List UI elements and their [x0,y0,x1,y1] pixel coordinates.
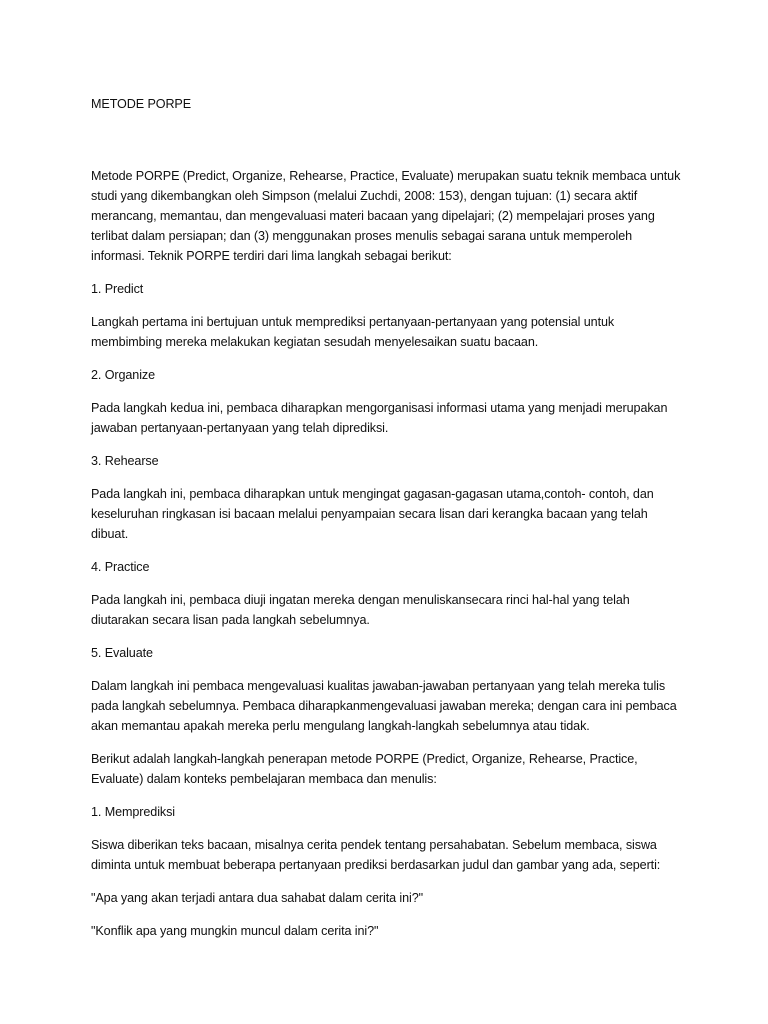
question-one: "Apa yang akan terjadi antara dua sahabat dalam cerita ini?" [91,891,423,905]
document-title: METODE PORPE [91,97,192,111]
application-intro-paragraph: Berikut adalah langkah-langkah penerapan metode PORPE (Predict, Organize, Rehearse, Practice, Evaluate) dalam konteks pembelajaran membaca dan menulis: [91,752,638,786]
step-heading-organize: 2. Organize [91,368,156,382]
step-heading-rehearse: 3. Rehearse [91,454,159,468]
step-text-predict: Langkah pertama ini bertujuan untuk memprediksi pertanyaan-pertanyaan yang potensial untuk membimbing mereka melakukan kegiatan sesudah menyelesaikan suatu bacaan. [91,315,615,349]
application-heading: 1. Memprediksi [91,805,175,819]
step-heading-evaluate: 5. Evaluate [91,646,153,660]
step-text-organize: Pada langkah kedua ini, pembaca diharapkan mengorganisasi informasi utama yang menjadi merupakan jawaban pertanyaan-pertanyaan yang telah diprediksi. [91,401,668,435]
intro-paragraph: Metode PORPE (Predict, Organize, Rehearse, Practice, Evaluate) merupakan suatu teknik membaca untuk studi yang dikembangkan oleh Simpson (melalui Zuchdi, 2008: 153), dengan tujuan: (1) secara aktif merancang, memantau, dan mengevaluasi materi bacaan yang dipelajari; (2) mempelajari proses yang terlibat dalam persiapan; dan (3) menggunakan proses menulis sebagai sarana untuk memperoleh informasi. Teknik PORPE terdiri dari lima langkah sebagai berikut: [91,169,681,263]
question-two: "Konflik apa yang mungkin muncul dalam cerita ini?" [91,924,379,938]
step-text-evaluate: Dalam langkah ini pembaca mengevaluasi kualitas jawaban-jawaban pertanyaan yang telah mereka tulis pada langkah sebelumnya. Pembaca diharapkanmengevaluasi jawaban mereka; dengan cara ini pembaca akan memantau apakah mereka perlu mengulang langkah-langkah sebelumnya atau tidak. [91,679,677,733]
step-heading-predict: 1. Predict [91,282,144,296]
step-text-rehearse: Pada langkah ini, pembaca diharapkan untuk mengingat gagasan-gagasan utama,contoh- contoh, dan keseluruhan ringkasan isi bacaan melalui penyampaian secara lisan dari kerangka bacaan yang telah dibuat. [91,487,654,541]
document-body [91,94,683,954]
step-heading-practice: 4. Practice [91,560,150,574]
step-text-practice: Pada langkah ini, pembaca diuji ingatan mereka dengan menuliskansecara rinci hal-hal yang telah diutarakan secara lisan pada langkah sebelumnya. [91,593,630,627]
application-paragraph: Siswa diberikan teks bacaan, misalnya cerita pendek tentang persahabatan. Sebelum membaca, siswa diminta untuk membuat beberapa pertanyaan prediksi berdasarkan judul dan gambar yang ada, seperti: [91,838,661,872]
